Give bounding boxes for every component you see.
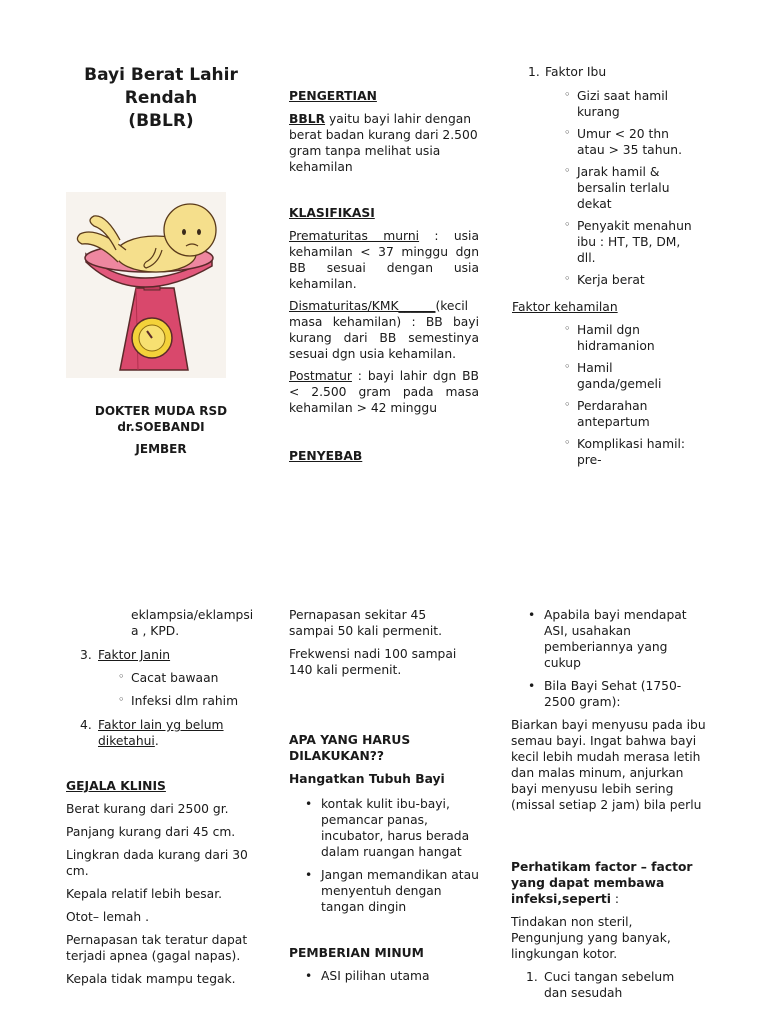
hangatkan-heading: Hangatkan Tubuh Bayi	[289, 772, 445, 786]
faktor-ibu-label: Faktor Ibu	[545, 65, 607, 79]
bblr-term: BBLR	[289, 112, 326, 126]
list-item	[118, 670, 261, 686]
faktor-janin-label: Faktor Janin	[98, 648, 171, 662]
faktor-lain	[80, 717, 248, 749]
gejala-item: Kepala relatif lebih besar.	[66, 887, 223, 901]
baby-on-scale-illustration	[66, 192, 226, 378]
list-item-text: Infeksi dlm rahim	[131, 694, 239, 708]
list-item	[564, 398, 697, 430]
faktor-janin	[80, 647, 258, 663]
gejala-item: Berat kurang dari 2500 gr.	[66, 802, 229, 816]
list-item	[305, 796, 479, 860]
feeding-bullets	[528, 607, 704, 710]
circle-bullet-icon: ◦	[564, 164, 571, 177]
apa-section	[289, 732, 479, 787]
list-item-text: Cacat bawaan	[131, 671, 219, 685]
disc-bullet-icon: •	[305, 969, 313, 983]
list-item	[305, 968, 471, 984]
list-item-text: Jarak hamil & bersalin terlalu dekat	[577, 165, 670, 211]
frekwensi-text: Frekwensi nadi 100 sampai 140 kali permenit.	[289, 647, 457, 677]
list-item-text: Kerja berat	[577, 273, 645, 287]
list-item-text: kontak kulit ibu-bayi, pemancar panas, incubator, harus berada dalam ruangan hangat	[321, 797, 470, 859]
gejala-item: Lingkran dada kurang dari 30 cm.	[66, 848, 248, 878]
vital-signs	[289, 607, 471, 678]
faktor-lain-suffix: .	[154, 734, 159, 748]
list-item-text: Komplikasi hamil: pre-	[577, 437, 686, 467]
list-item	[564, 218, 697, 266]
faktor-kehamilan-heading: Faktor kehamilan	[512, 300, 618, 314]
disc-bullet-icon: •	[528, 608, 536, 622]
cuci-list	[526, 969, 694, 1001]
list-item-text: Perdarahan antepartum	[577, 399, 650, 429]
gejala-item: Otot– lemah .	[66, 910, 150, 924]
pregnancy-factor-list	[564, 322, 697, 468]
faktor-janin-number: 3.	[80, 648, 92, 662]
faktor-lain-number: 4.	[80, 718, 92, 732]
list-item	[118, 693, 261, 709]
perhatikan-suffix: :	[611, 892, 620, 906]
brochure-title	[70, 64, 252, 133]
hangatkan-list	[305, 796, 479, 915]
biarkan-paragraph: Biarkan bayi menyusu pada ibu semau bayi. Ingat bahwa bayi kecil lebih mudah merasa letih dan malas minum, anjurkan bayi menyusu lebih sering (missal setiap 2 jam) bila perlu	[511, 718, 706, 812]
dismaturitas-paragraph	[289, 298, 479, 362]
pengertian-text: yaitu bayi lahir dengan berat badan kurang dari 2.500 gram tanpa melihat usia kehamilan	[289, 112, 478, 174]
disc-bullet-icon: •	[305, 797, 313, 811]
gejala-heading: GEJALA KLINIS	[66, 779, 166, 793]
list-item-text: Bila Bayi Sehat (1750-2500 gram):	[544, 679, 682, 709]
list-item	[528, 607, 704, 671]
list-item-text: Gizi saat hamil kurang	[577, 89, 669, 119]
title-line-1: Bayi Berat Lahir	[84, 65, 238, 85]
pengertian-heading: PENGERTIAN	[289, 89, 377, 103]
klasifikasi-heading: KLASIFIKASI	[289, 206, 375, 220]
doctor-line-2: dr.SOEBANDI	[117, 420, 205, 434]
circle-bullet-icon: ◦	[564, 398, 571, 411]
list-item	[528, 678, 704, 710]
circle-bullet-icon: ◦	[564, 272, 571, 285]
eklampsia-continuation: eklampsia/eklampsia , KPD.	[131, 608, 254, 638]
penyebab-heading: PENYEBAB	[289, 449, 363, 463]
city-name: JEMBER	[135, 442, 187, 456]
minum-list	[305, 968, 471, 984]
prematuritas-paragraph	[289, 228, 479, 292]
apa-heading: APA YANG HARUS DILAKUKAN??	[289, 733, 411, 763]
baby-scale-icon	[66, 192, 226, 378]
circle-bullet-icon: ◦	[564, 88, 571, 101]
mother-factors	[528, 64, 735, 80]
mother-factor-list	[564, 88, 697, 288]
postmatur-paragraph	[289, 368, 479, 416]
list-item	[564, 436, 697, 468]
circle-bullet-icon: ◦	[564, 360, 571, 373]
gejala-item: Panjang kurang dari 45 cm.	[66, 825, 236, 839]
list-item	[564, 272, 697, 288]
cuci-text: Cuci tangan sebelum dan sesudah	[544, 970, 675, 1000]
circle-bullet-icon: ◦	[564, 126, 571, 139]
circle-bullet-icon: ◦	[564, 218, 571, 231]
circle-bullet-icon: ◦	[564, 322, 571, 335]
gejala-klinis-section	[66, 778, 262, 987]
minum-heading: PEMBERIAN MINUM	[289, 946, 424, 960]
list-item-text: Penyakit menahun ibu : HT, TB, DM, dll.	[577, 219, 692, 265]
list-item-text: Hamil dgn hidramanion	[577, 323, 655, 353]
faktor-lain-label: Faktor lain yg belum diketahui	[98, 718, 224, 748]
circle-bullet-icon: ◦	[118, 670, 125, 683]
classification-section	[289, 205, 479, 416]
list-item-text: Apabila bayi mendapat ASI, usahakan pemberiannya yang cukup	[544, 608, 687, 670]
faktor-ibu-number: 1.	[528, 65, 540, 79]
perhatikan-paragraph	[511, 859, 707, 907]
list-item	[564, 88, 697, 120]
list-item	[564, 126, 697, 158]
gejala-item: Pernapasan tak teratur dapat terjadi apnea (gagal napas).	[66, 933, 248, 963]
list-item-text: Hamil ganda/gemeli	[577, 361, 662, 391]
disc-bullet-icon: •	[528, 679, 536, 693]
gejala-item: Kepala tidak mampu tegak.	[66, 972, 236, 986]
title-line-2: Rendah	[124, 88, 198, 108]
tindakan-paragraph: Tindakan non steril, Pengunjung yang banyak, lingkungan kotor.	[511, 915, 671, 961]
list-item	[564, 164, 697, 212]
list-item-text: ASI pilihan utama	[321, 969, 430, 983]
circle-bullet-icon: ◦	[564, 436, 571, 449]
doctor-line-1: DOKTER MUDA RSD	[94, 404, 228, 418]
doctor-credit	[66, 403, 256, 457]
circle-bullet-icon: ◦	[118, 693, 125, 706]
disc-bullet-icon: •	[305, 868, 313, 882]
dismaturitas-term: Dismaturitas/KMK______	[289, 299, 436, 313]
perhatikan-bold: Perhatikam factor – factor yang dapat membawa infeksi,seperti	[511, 860, 693, 906]
postmatur-term: Postmatur	[289, 369, 352, 383]
list-item-text: Umur < 20 thn atau > 35 tahun.	[577, 127, 683, 157]
cuci-number: 1.	[526, 970, 538, 984]
list-item	[564, 322, 697, 354]
prematuritas-term: Prematuritas murni	[289, 229, 420, 243]
list-item-text: Jangan memandikan atau menyentuh dengan tangan dingin	[321, 868, 479, 914]
fetal-factor-list	[118, 670, 261, 709]
title-line-3: (BBLR)	[128, 111, 194, 131]
dismaturitas-text: (kecil masa kehamilan) : BB bayi kurang dari BB semestinya sesuai dgn usia kehamilan.	[289, 299, 479, 361]
pernapasan-text: Pernapasan sekitar 45 sampai 50 kali permenit.	[289, 608, 443, 638]
list-item	[564, 360, 697, 392]
pengertian-paragraph	[289, 111, 479, 175]
postmatur-text: : bayi lahir dgn BB < 2.500 gram pada masa kehamilan > 42 minggu	[289, 369, 479, 415]
prematuritas-text: : usia kehamilan < 37 minggu dgn BB sesuai dengan usia kehamilan.	[289, 229, 479, 291]
list-item	[305, 867, 479, 915]
definition-section	[289, 88, 479, 175]
